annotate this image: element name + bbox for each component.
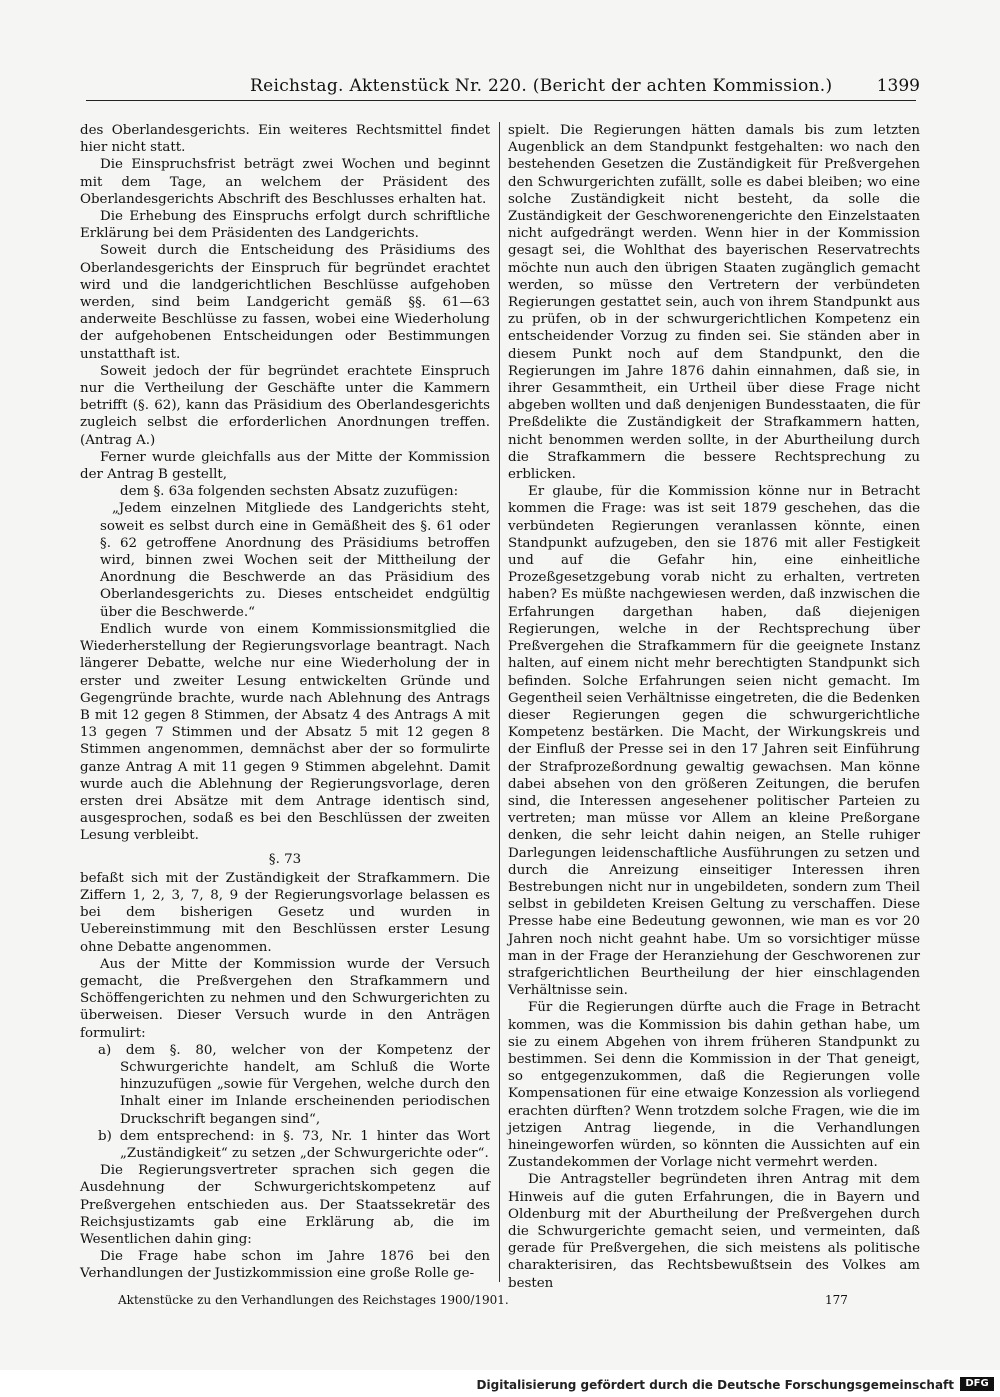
list-item: a) dem §. 80, welcher von der Kompetenz der Schwurgerichte handelt, am Schluß die Worte hinzuzufügen „sowie für Vergehen, welche durch den Inhalt einer im Inlande erscheinenden periodischen Druckschrift begangen sind“,: [98, 1042, 490, 1127]
header-rule: [86, 100, 916, 101]
right-column: [508, 122, 920, 1292]
paragraph: des Oberlandesgerichts. Ein weiteres Rechtsmittel findet hier nicht statt.: [80, 123, 490, 156]
paragraph: Die Erhebung des Einspruchs erfolgt durch schriftliche Erklärung bei dem Präsidenten des Landgerichts.: [80, 209, 490, 242]
paragraph: spielt. Die Regierungen hätten damals bis zum letzten Augenblick an dem Standpunkt festgehalten: wo nach den bestehenden Gesetzen die Zuständigkeit für Preßvergehen den Schwurgerichten zufällt, solle es dabei bleiben; wo eine solche Zuständigkeit nicht besteht, da solle die Zuständigkeit der Geschworenengerichte den Einzelstaaten nicht aufgedrängt werden. Wenn hier in der Kommission gesagt sei, die Wohlthat des bayerischen Reservatrechts möchte nun auch den übrigen Staaten zugänglich gemacht werden, so müsse den Vertretern der verbündeten Regierungen gestattet sein, auch von ihrem Standpunkt aus zu prüfen, ob in der schwurgerichtlichen Kompetenz ein entscheidender Vorzug zu finden sei. Sie ständen aber in diesem Punkt noch auf dem Standpunkt, den die Regierungen im Jahre 1876 dahin einnahmen, daß sie, in ihrer Gesammtheit, ein Urtheil über diese Frage nicht abgeben wollten und daß denjenigen Bundesstaaten, die für Preßdelikte die Zuständigkeit der Strafkammern hatten, nicht benommen werden sollte, in der Aburtheilung durch die Strafkammern die bessere Rechtsprechung zu erblicken.: [508, 123, 920, 483]
paragraph: dem §. 63a folgenden sechsten Absatz zuzufügen:: [120, 484, 459, 500]
dfg-logo: DFG: [960, 1377, 994, 1391]
paragraph: Aus der Mitte der Kommission wurde der Versuch gemacht, die Preßvergehen den Strafkammern und Schöffengerichten zu nehmen und den Schwurgerichten zu überweisen. Dieser Versuch wurde in den Anträgen formulirt:: [80, 956, 490, 1041]
paragraph: Die Antragsteller begründeten ihren Antrag mit dem Hinweis auf die guten Erfahrungen, die in Bayern und Oldenburg mit der Aburtheilung der Preßvergehen durch die Schwurgerichte gemacht seien, und vermeinten, daß gerade für Preßvergehen, die sich meistens als politische charakterisiren, das Rechtsbewußtsein des Volkes am besten: [508, 1172, 920, 1291]
paragraph: Endlich wurde von einem Kommissionsmitglied die Wiederherstellung der Regierungsvorlage beantragt. Nach längerer Debatte, welche nur eine Wiederholung der in erster und zweiter Lesung entwickelten Gründe und Gegengründe brachte, wurde nach Ablehnung des Antrags B mit 12 gegen 8 Stimmen, der Absatz 4 des Antrags A mit 13 gegen 7 Stimmen und der Absatz 5 mit 12 gegen 8 Stimmen angenommen, demnächst aber der so formulirte ganze Antrag A mit 11 gegen 9 Stimmen abgelehnt. Damit wurde auch die Ablehnung der Regierungsvorlage, deren ersten drei Absätze mit dem Antrage identisch sind, ausgesprochen, sodaß es bei den Beschlüssen der zweiten Lesung verbleibt.: [80, 621, 490, 844]
paragraph: Soweit durch die Entscheidung des Präsidiums des Oberlandesgerichts der Einspruch für begründet erachtet wird und die landgerichtlichen Beschlüsse aufgehoben werden, sind beim Landgericht gemäß §§. 61—63 anderweite Beschlüsse zu fassen, wobei eine Wiederholung der aufgehobenen Entscheidungen oder Bestimmungen unstatthaft ist.: [80, 243, 490, 362]
quoted-amendment: „Jedem einzelnen Mitgliede des Landgerichts steht, soweit es selbst durch eine in Gemäßheit des §. 61 oder §. 62 getroffene Anordnung des Präsidiums betroffen wird, binnen zwei Wochen seit der Mittheilung der Anordnung die Beschwerde an das Präsidium des Oberlandesgerichts zu. Dieses entscheidet endgültig über die Beschwerde.“: [100, 501, 490, 620]
paragraph: Die Frage habe schon im Jahre 1876 bei den Verhandlungen der Justizkommission eine große Rolle ge-: [80, 1249, 490, 1282]
footer-sheet-number: 177: [825, 1293, 848, 1307]
list-item: b) dem entsprechend: in §. 73, Nr. 1 hinter das Wort „Zuständigkeit“ zu setzen „der Schwurgerichte oder“.: [98, 1128, 490, 1161]
column-separator: [499, 122, 500, 1282]
page-number: 1399: [876, 76, 920, 96]
section-heading: §. 73: [268, 851, 302, 867]
paragraph: Ferner wurde gleichfalls aus der Mitte der Kommission der Antrag B gestellt,: [80, 449, 490, 483]
running-header: [80, 76, 920, 100]
paragraph: Die Einspruchsfrist beträgt zwei Wochen und beginnt mit dem Tage, an welchem der Präsident des Oberlandesgerichts Abschrift des Beschlusses erhalten hat.: [80, 157, 490, 207]
paragraph: Soweit jedoch der für begründet erachtete Einspruch nur die Vertheilung der Geschäfte unter die Kammern betrifft (§. 62), kann das Präsidium des Oberlandesgerichts zugleich selbst die erforderlichen Anordnungen treffen. (Antrag A.): [80, 363, 490, 448]
paragraph: Für die Regierungen dürfte auch die Frage in Betracht kommen, was die Kommission bis dahin gethan habe, um sie zu einem Abgehen von ihrem früheren Standpunkt zu bestimmen. Sei denn die Kommission in der That geneigt, so entgegenzukommen, daß die Regierungen volle Kompensationen für eine etwaige Konzession als vorliegend erachten dürften? Wenn trotzdem solche Fragen, wie die im jetzigen Antrag liegende, in die Verhandlungen hineingeworfen würden, so könnten die Aussichten auf ein Zustandekommen der Vorlage nicht vermehrt werden.: [508, 1000, 920, 1171]
header-title: Reichstag. Aktenstück Nr. 220. (Bericht der achten Kommission.): [250, 76, 833, 96]
paragraph: befaßt sich mit der Zuständigkeit der Strafkammern. Die Ziffern 1, 2, 3, 7, 8, 9 der Regierungsvorlage belassen es bei dem bisherigen Gesetz und wurden in Uebereinstimmung mit den Beschlüssen erster Lesung ohne Debatte angenommen.: [80, 870, 490, 955]
paragraph: Er glaube, für die Kommission könne nur in Betracht kommen die Frage: was ist seit 1879 geschehen, das die verbündeten Regierungen veranlassen könnte, einen Standpunkt aufzugeben, den sie 1876 mit aller Festigkeit und auf die Gefahr hin, eine einheitliche Prozeßgesetzgebung vorab nicht zu erhalten, vertreten haben? Es müßte nachgewiesen werden, daß inzwischen die Erfahrungen dargethan haben, daß diejenigen Regierungen, welche in der Rechtsprechung über Preßvergehen die Strafkammern für die geeignete Instanz halten, auf einem nicht mehr berechtigten Standpunkt sich befinden. Solche Erfahrungen seien nicht gemacht. Im Gegentheil seien Verhältnisse eingetreten, die die Bedenken dieser Regierungen gegen die schwurgerichtliche Kompetenz bestärken. Die Macht, der Wirkungskreis und der Einfluß der Presse sei in den 17 Jahren seit Einführung der Strafprozeßordnung gewaltig gewachsen. Man könne dabei absehen von den größeren Zeitungen, die berufen sind, die Interessen angesehener politischer Parteien zu vertreten; man müsse vor Allem an kleine Preßorgane denken, die sehr leicht dahin neigen, an Stelle ruhiger Darlegungen leidenschaftliche Ausführungen zu setzen und durch die Anreizung einseitiger Interessen ihren Bestrebungen nicht nur in ungebildeten, sondern zum Theil selbst in gebildeten Kreisen Geltung zu verschaffen. Diese Presse habe eine Bedeutung gewonnen, wie man es vor 20 Jahren noch nicht geahnt habe. Um so vorsichtiger müsse man in der Frage der Heranziehung der Geschworenen zur strafgerichtlichen Beurtheilung der hier einschlagenden Verhältnisse sein.: [508, 484, 920, 999]
credit-text: Digitalisierung gefördert durch die Deutsche Forschungsgemeinschaft: [476, 1378, 954, 1392]
left-column: [80, 122, 490, 1283]
digitization-credit-bar: [0, 1372, 1000, 1397]
paragraph: Die Regierungsvertreter sprachen sich gegen die Ausdehnung der Schwurgerichtskompetenz auf Preßvergehen entschieden aus. Der Staatssekretär des Reichsjustizamts gab eine Erklärung ab, die im Wesentlichen dahin ging:: [80, 1163, 490, 1247]
footer-source: Aktenstücke zu den Verhandlungen des Reichstages 1900/1901.: [118, 1293, 509, 1307]
